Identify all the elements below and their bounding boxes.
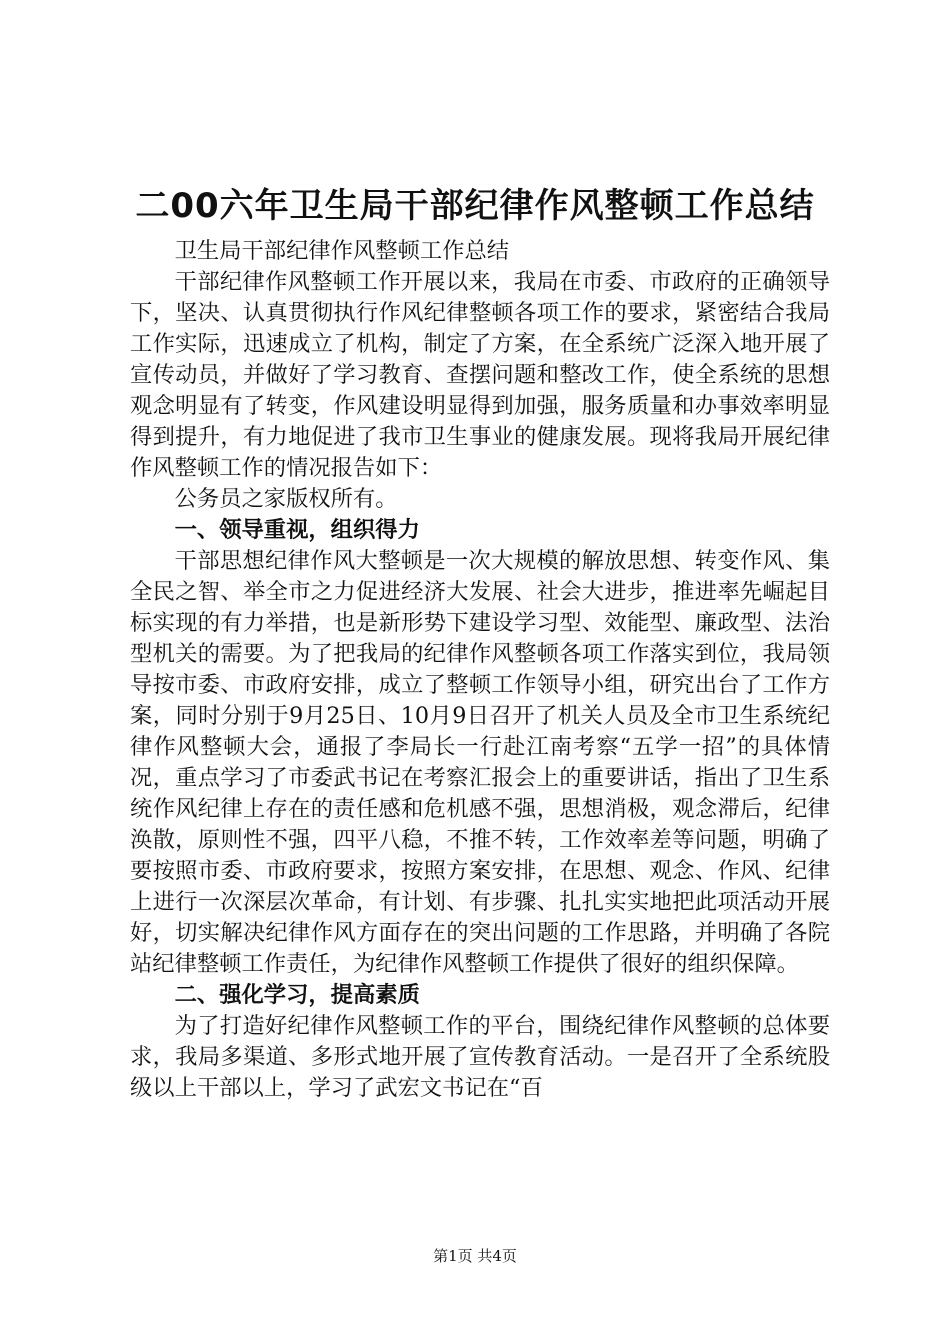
copyright-paragraph: 公务员之家版权所有。 (174, 486, 398, 512)
section2-paragraph: 为了打造好纪律作风整顿工作的平台，围绕纪律作风整顿的总体要求，我局多渠道、多形式地开展了宣传教育活动。一是召开了全系统股级以上干部以上，学习了武宏文书记在“百 (130, 1013, 830, 1101)
section1-paragraph: 干部思想纪律作风大整顿是一次大规模的解放思想、转变作风、集全民之智、举全市之力促进经济大发展、社会大进步，推进率先崛起目标实现的有力举措，也是新形势下建设学习型、效能型、廉政型、法治型机关的需要。为了把我局的纪律作风整顿各项工作落实到位，我局领导按市委、市政府安排，成立了整顿工作领导小组，研究出台了工作方案，同时分别于9月25日、10月9日召开了机关人员及全市卫生系统纪律作风整顿大会，通报了李局长一行赴江南考察“五学一招”的具体情况，重点学习了市委武书记在考察汇报会上的重要讲话，指出了卫生系统作风纪律上存在的责任感和危机感不强，思想消极，观念滞后，纪律涣散，原则性不强，四平八稳，不推不转，工作效率差等问题，明确了要按照市委、市政府要求，按照方案安排，在思想、观念、作风、纪律上进行一次深层次革命，有计划、有步骤、扎扎实实地把此项活动开展好，切实解决纪律作风方面存在的突出问题的工作思路，并明确了各院站纪律整顿工作责任，为纪律作风整顿工作提供了很好的组织保障。 (130, 548, 830, 977)
page-number-footer: 第1页 共4页 (433, 1247, 517, 1265)
subtitle-paragraph: 卫生局干部纪律作风整顿工作总结 (174, 238, 510, 264)
intro-paragraph: 干部纪律作风整顿工作开展以来，我局在市委、市政府的正确领导下，坚决、认真贯彻执行作风纪律整顿各项工作的要求，紧密结合我局工作实际，迅速成立了机构，制定了方案，在全系统广泛深入地开展了宣传动员，并做好了学习教育、查摆问题和整改工作，使全系统的思想观念明显有了转变，作风建设明显得到加强，服务质量和办事效率明显得到提升，有力地促进了我市卫生事业的健康发展。现将我局开展纪律作风整顿工作的情况报告如下： (130, 269, 830, 481)
document-title: 二00六年卫生局干部纪律作风整顿工作总结 (135, 186, 815, 226)
document-body (130, 236, 830, 1104)
section2-heading: 二、强化学习，提高素质 (174, 982, 420, 1008)
section1-heading: 一、领导重视，组织得力 (174, 517, 420, 543)
